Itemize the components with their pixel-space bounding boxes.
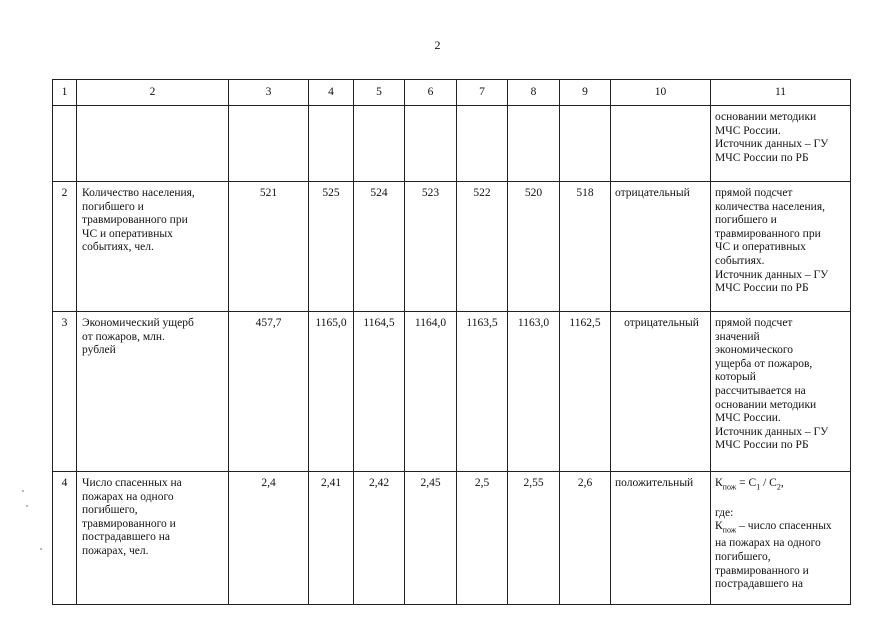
header-cell: 11 xyxy=(711,80,851,106)
row-number-cell: 3 xyxy=(53,312,77,472)
method-line: основании методики xyxy=(715,111,817,123)
method-line: где: xyxy=(715,506,734,519)
method-line: событиях. xyxy=(715,254,765,267)
value-cell xyxy=(309,106,354,182)
method-line: МЧС России. xyxy=(715,412,781,425)
table-row xyxy=(53,106,851,182)
method-line: экономического xyxy=(715,344,794,357)
method-line: рассчитывается на xyxy=(715,384,806,397)
formula-k-subscript: пож xyxy=(722,482,737,492)
table-row xyxy=(53,472,851,605)
formula-tail: , xyxy=(780,477,784,489)
value-cell: 2,45 xyxy=(405,472,457,605)
value-cell: 2,6 xyxy=(560,472,611,605)
method-line xyxy=(715,520,848,537)
method-line: МЧС России. xyxy=(715,124,781,137)
value-cell xyxy=(457,106,508,182)
value-cell: 1162,5 xyxy=(560,312,611,472)
name-line: событиях, чел. xyxy=(82,241,154,254)
method-line: пострадавшего на xyxy=(715,578,803,591)
k-prefix-subscript: пож xyxy=(722,525,737,535)
value-cell: 2,42 xyxy=(354,472,405,605)
value-cell: 2,5 xyxy=(457,472,508,605)
method-cell xyxy=(711,182,851,312)
header-cell: 1 xyxy=(53,80,77,106)
row-number-cell: 2 xyxy=(53,182,77,312)
name-line: от пожаров, млн. xyxy=(82,330,165,343)
name-line: пожарах, чел. xyxy=(82,544,149,557)
method-line: прямой подсчет xyxy=(715,187,793,199)
indicator-name-cell xyxy=(77,182,229,312)
scan-artifact xyxy=(40,548,42,550)
value-cell xyxy=(354,106,405,182)
value-cell: 518 xyxy=(560,182,611,312)
formula-line xyxy=(715,477,848,494)
value-cell: 1165,0 xyxy=(309,312,354,472)
method-line: МЧС России по РБ xyxy=(715,282,809,295)
method-line: количества населения, xyxy=(715,200,825,213)
scan-artifact xyxy=(26,505,28,507)
header-cell: 3 xyxy=(229,80,309,106)
value-cell: 522 xyxy=(457,182,508,312)
table-row xyxy=(53,312,851,472)
formula-c1-subscript: 1 xyxy=(756,482,761,492)
method-line: МЧС России по РБ xyxy=(715,439,809,452)
formula-div: / С xyxy=(760,477,777,489)
value-cell: 2,4 xyxy=(229,472,309,605)
method-cell xyxy=(711,472,851,605)
method-line: погибшего и xyxy=(715,214,777,227)
method-line: погибшего, xyxy=(715,550,771,563)
method-line: на пожарах на одного xyxy=(715,537,821,550)
name-line: травмированного и xyxy=(82,517,176,530)
method-line: значений xyxy=(715,330,760,343)
name-line: погибшего, xyxy=(82,504,138,517)
method-line: основании методики xyxy=(715,398,817,411)
value-cell: 520 xyxy=(508,182,560,312)
k-definition: – число спасенных xyxy=(736,520,832,533)
formula-eq: = С xyxy=(736,477,757,489)
name-line: рублей xyxy=(82,344,116,357)
trend-cell: положительный xyxy=(611,472,711,605)
value-cell: 524 xyxy=(354,182,405,312)
method-cell xyxy=(711,106,851,182)
name-line: травмированного при xyxy=(82,214,188,227)
value-cell: 2,41 xyxy=(309,472,354,605)
header-cell: 6 xyxy=(405,80,457,106)
value-cell: 1164,5 xyxy=(354,312,405,472)
value-cell xyxy=(508,106,560,182)
method-line: прямой подсчет xyxy=(715,317,793,329)
header-cell: 2 xyxy=(77,80,229,106)
formula-k: К xyxy=(715,477,723,489)
trend-cell: отрицательный xyxy=(611,312,711,472)
name-line: Количество населения, xyxy=(82,187,195,199)
header-cell: 5 xyxy=(354,80,405,106)
header-cell: 8 xyxy=(508,80,560,106)
method-line: ущерба от пожаров, xyxy=(715,357,813,370)
trend-cell xyxy=(611,106,711,182)
name-line: ЧС и оперативных xyxy=(82,227,173,240)
name-line: пострадавшего на xyxy=(82,531,170,544)
page-number: 2 xyxy=(434,38,441,52)
header-cell: 7 xyxy=(457,80,508,106)
name-line: Экономический ущерб xyxy=(82,317,194,329)
value-cell xyxy=(229,106,309,182)
scan-artifact xyxy=(22,490,24,492)
name-line: погибшего и xyxy=(82,200,144,213)
method-line: который xyxy=(715,371,756,384)
method-line: МЧС России по РБ xyxy=(715,151,809,164)
method-line: Источник данных – ГУ xyxy=(715,425,829,438)
value-cell xyxy=(560,106,611,182)
value-cell: 457,7 xyxy=(229,312,309,472)
value-cell: 2,55 xyxy=(508,472,560,605)
method-line: Источник данных – ГУ xyxy=(715,138,829,151)
value-cell: 1163,5 xyxy=(457,312,508,472)
formula-c2-subscript: 2 xyxy=(776,482,781,492)
name-line: пожарах на одного xyxy=(82,490,174,503)
method-line: травмированного и xyxy=(715,564,809,577)
value-cell: 1164,0 xyxy=(405,312,457,472)
value-cell: 525 xyxy=(309,182,354,312)
method-line: Источник данных – ГУ xyxy=(715,268,829,281)
indicators-table xyxy=(52,79,851,605)
header-cell: 10 xyxy=(611,80,711,106)
value-cell: 521 xyxy=(229,182,309,312)
method-cell xyxy=(711,312,851,472)
table-row xyxy=(53,182,851,312)
k-prefix: К xyxy=(715,520,723,533)
spacer-line xyxy=(715,494,848,507)
indicator-name-cell xyxy=(77,472,229,605)
name-line: Число спасенных на xyxy=(82,477,182,489)
row-number-cell: 4 xyxy=(53,472,77,605)
table-header-row xyxy=(53,80,851,106)
header-cell: 9 xyxy=(560,80,611,106)
value-cell: 523 xyxy=(405,182,457,312)
value-cell: 1163,0 xyxy=(508,312,560,472)
indicator-name-cell xyxy=(77,106,229,182)
row-number-cell xyxy=(53,106,77,182)
indicator-name-cell xyxy=(77,312,229,472)
value-cell xyxy=(405,106,457,182)
method-line: ЧС и оперативных xyxy=(715,241,806,254)
header-cell: 4 xyxy=(309,80,354,106)
trend-cell: отрицательный xyxy=(611,182,711,312)
method-line: травмированного при xyxy=(715,227,821,240)
